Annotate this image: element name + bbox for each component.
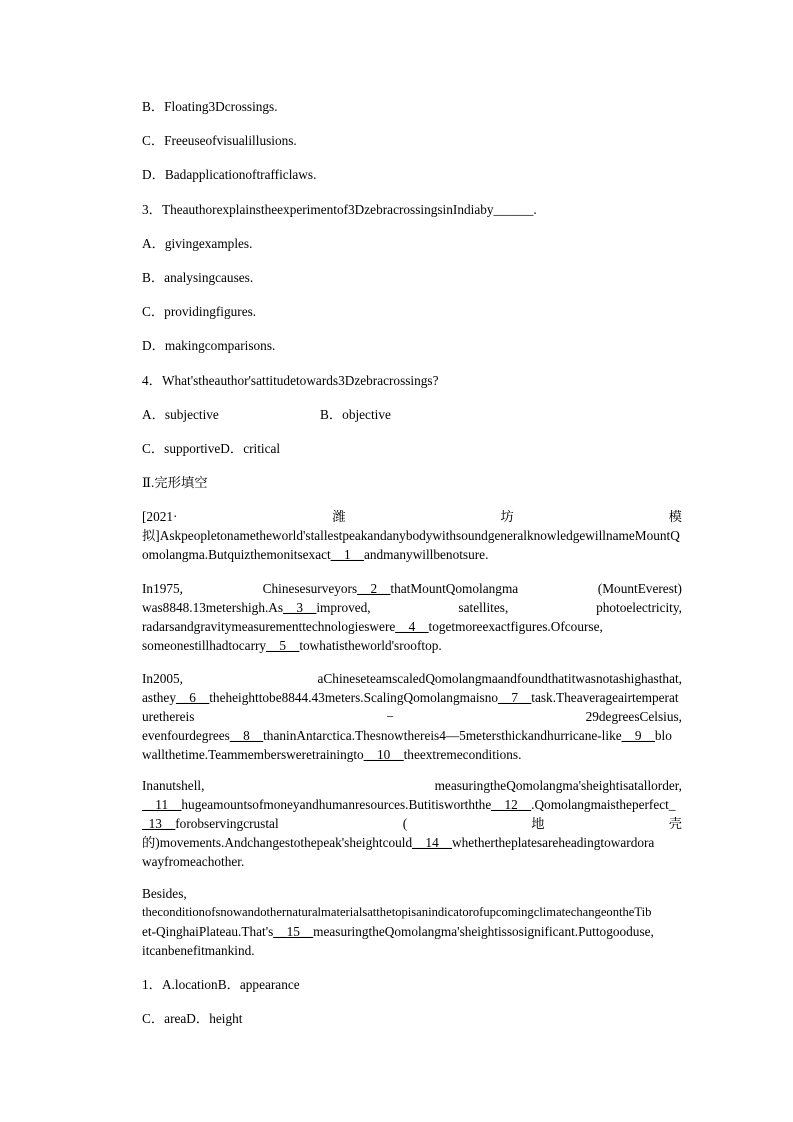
blank-9: __9__ [621, 728, 655, 743]
para2-line2 [142, 598, 682, 617]
para1-text: andmanywillbenotsure. [363, 547, 489, 562]
para3-line2 [142, 688, 682, 707]
para3-text: aChineseteamscaledQomolangmaandfoundthatitwasnotashighasthat, [317, 671, 682, 686]
para2-text: Chinesesurveyors__2__thatMountQomolangma [262, 581, 519, 596]
para4-line3 [142, 814, 682, 833]
para2-line4 [142, 636, 682, 655]
q2-option-c: C．Freeuseofvisualillusions. [142, 133, 297, 148]
para2-text: someonestillhadtocarry [142, 638, 267, 653]
para2-text: radarsandgravitymeasurementtechnologieswere [142, 619, 396, 634]
q4-option-b: B．objective [320, 407, 391, 422]
para1-text: 潍 [332, 509, 346, 524]
blank-4: __4__ [395, 619, 429, 634]
cloze-paragraph-3 [142, 669, 682, 764]
q3-option-d: D．makingcomparisons. [142, 338, 276, 353]
para3-line1 [142, 669, 682, 688]
para5-text: theconditionofsnowandothernaturalmaterialsatthetopisanindicatorofupcomingclimatechangeontheTib [142, 905, 652, 919]
para2-text: was8848.13metershigh.As__3__improved, [142, 600, 371, 615]
para3-text: In2005, [142, 671, 183, 686]
q1-option-cd: C．areaD．height [142, 1011, 243, 1026]
q3-option-a: A．givingexamples. [142, 236, 253, 251]
blank-6: __6__ [175, 690, 210, 705]
para3-text: wallthetime.Teammembersweretrainingto [142, 747, 364, 762]
cloze-paragraph-2 [142, 579, 682, 655]
blank-13: _13__ [142, 816, 176, 831]
para2-text: photoelectricity, [596, 600, 682, 615]
para3-text: task.Theaverageairtemperat [531, 690, 679, 705]
blank-10: __10__ [363, 747, 404, 762]
para3-text: 29degreesCelsius, [585, 709, 682, 724]
para4-text: measuringtheQomolangma'sheightisatallorder, [434, 778, 682, 793]
para1-text: 模 [668, 509, 682, 524]
para3-line4 [142, 726, 682, 745]
q2-option-b: B．Floating3Dcrossings. [142, 99, 278, 114]
para5-line3 [142, 922, 682, 941]
blank-12: __12__ [491, 797, 532, 812]
q4-option-cd: C．supportiveD．critical [142, 441, 281, 456]
blank-7: __7__ [498, 690, 532, 705]
para3-line3 [142, 707, 682, 726]
blank-8: __8__ [229, 728, 264, 743]
para1-line3 [142, 545, 682, 564]
q1-option-ab: 1．A.locationB．appearance [142, 977, 300, 992]
para2-text: towhatistheworld'srooftop. [299, 638, 442, 653]
q4-option-a: A．subjective [142, 407, 219, 422]
cloze-paragraph-5 [142, 884, 682, 960]
cloze-paragraph-4 [142, 776, 682, 871]
blank-11: __11__ [142, 797, 182, 812]
para4-text: ( [402, 816, 408, 831]
para4-text: 的 [142, 835, 156, 850]
blank-2: __2__ [357, 581, 391, 596]
para2-text: (MountEverest) [597, 581, 682, 596]
para5-line4: itcanbenefitmankind. [142, 943, 255, 958]
cloze-paragraph-1 [142, 507, 682, 564]
section-title: Ⅱ.完形填空 [142, 475, 208, 490]
blank-14: __14__ [412, 835, 453, 850]
para5-line2 [142, 903, 682, 922]
para4-text: 地 [531, 816, 545, 831]
para5-text: measuringtheQomolangma'sheightissosignificant.Puttogooduse, [313, 924, 654, 939]
blank-3: __3__ [283, 600, 317, 615]
para2-line1 [142, 579, 682, 598]
q2-option-d: D．Badapplicationoftrafficlaws. [142, 167, 317, 182]
para4-line1 [142, 776, 682, 795]
para3-text: asthey [142, 690, 176, 705]
para3-line5 [142, 745, 682, 764]
para4-line2 [142, 795, 682, 814]
para1-text: [2021· [142, 509, 178, 524]
para1-line2: 拟]Askpeopletonametheworld'stallestpeakandanybodywithsoundgeneralknowledgewillnameMountQ [142, 528, 680, 543]
q3-option-c: C．providingfigures. [142, 304, 257, 319]
para3-text: urethereis [142, 709, 195, 724]
para4-text: 壳 [668, 816, 682, 831]
para2-text: In1975, [142, 581, 183, 596]
para4-text: hugeamountsofmoneyandhumanresources.Butitisworththe [181, 797, 492, 812]
para3-text: thaninAntarctica.Thesnowthereis4—5metersthickandhurricane-like [263, 728, 622, 743]
para2-text: togetmoreexactfigures.Ofcourse, [428, 619, 603, 634]
para3-text: theextremeconditions. [403, 747, 522, 762]
para4-text: )movements.Andchangestothepeak'sheightcould [155, 835, 413, 850]
para3-text: blo [654, 728, 672, 743]
para2-line3 [142, 617, 682, 636]
para2-text: satellites, [458, 600, 509, 615]
para5-text: et-QinghaiPlateau.That's [142, 924, 274, 939]
para4-text: whethertheplatesareheadingtowardora [452, 835, 655, 850]
para4-text: _13__forobservingcrustal [142, 816, 279, 831]
para4-text: Inanutshell, [142, 778, 205, 793]
para3-text: − [386, 709, 394, 724]
blank-1: __1__ [330, 547, 364, 562]
para1-text: omolangma.Butquizthemonitsexact [142, 547, 331, 562]
q4-stem: 4．What'stheauthor'sattitudetowards3Dzebracrossings? [142, 373, 439, 388]
blank-5: __5__ [266, 638, 300, 653]
para4-line5: wayfromeachother. [142, 854, 245, 869]
q3-stem: 3．Theauthorexplainstheexperimentof3DzebracrossingsinIndiaby______. [142, 202, 537, 217]
para1-text: 坊 [500, 509, 514, 524]
blank-15: __15__ [273, 924, 314, 939]
para3-text: evenfourdegrees [142, 728, 230, 743]
para3-text: theheighttobe8844.43meters.ScalingQomolangmaisno [209, 690, 499, 705]
para5-line1: Besides, [142, 886, 187, 901]
q3-option-b: B．analysingcauses. [142, 270, 254, 285]
para4-text: .Qomolangmaistheperfect_ [531, 797, 676, 812]
para4-line4 [142, 833, 682, 852]
para1-line1 [142, 507, 682, 526]
